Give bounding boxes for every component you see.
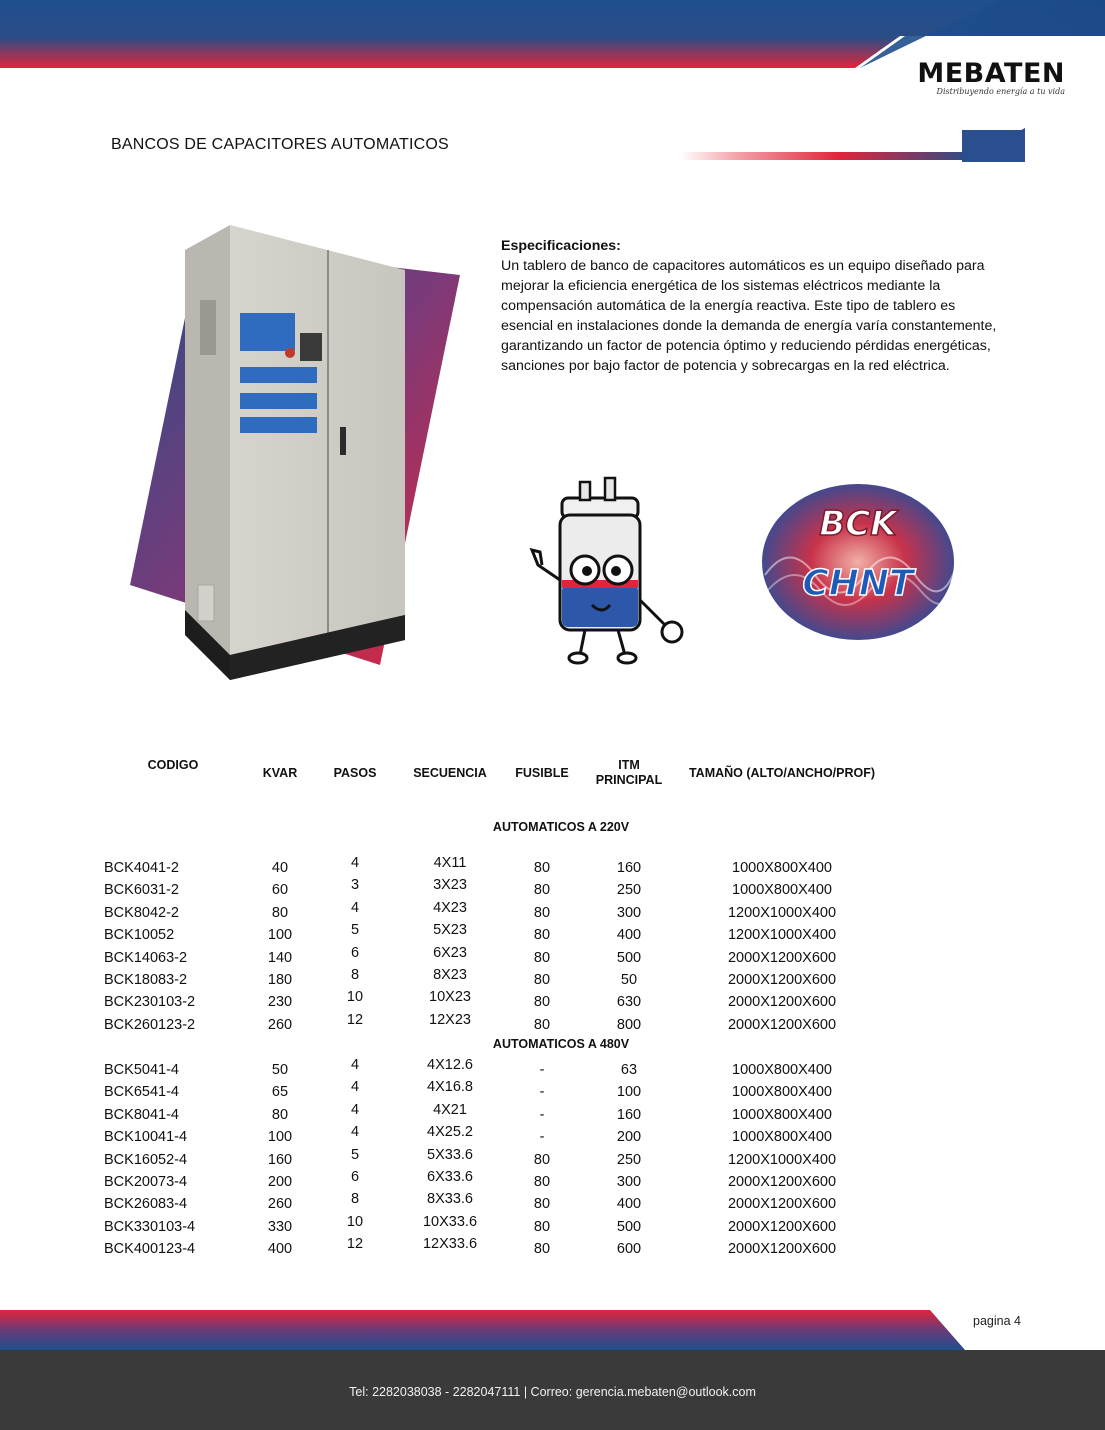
cell-itm: 600	[616, 1241, 642, 1258]
cell-tamano: 1000X800X400	[732, 860, 832, 876]
group-title-480v: AUTOMATICOS A 480V	[492, 1037, 630, 1051]
cell-secuencia: 4X23	[433, 899, 467, 916]
cell-tamano: 1000X800X400	[732, 1062, 832, 1078]
cell-tamano: 1000X800X400	[732, 882, 832, 899]
cell-tamano: 1000X800X400	[732, 1084, 832, 1101]
specifications-heading: Especificaciones:	[501, 238, 621, 254]
cell-kvar: 260	[267, 1016, 293, 1033]
table-row	[0, 1011, 1105, 1036]
cell-codigo: BCK400123-4	[104, 1241, 196, 1258]
cell-fusible: 80	[533, 972, 551, 988]
cell-pasos: 6	[350, 944, 360, 961]
cell-secuencia: 8X23	[433, 967, 467, 983]
cell-fusible: -	[539, 1084, 545, 1101]
cell-kvar: 100	[267, 927, 293, 944]
cell-itm: 160	[616, 1106, 642, 1123]
cell-fusible: 80	[533, 1218, 551, 1235]
header-itm-line2: PRINCIPAL	[595, 773, 663, 787]
cell-codigo: BCK4041-2	[104, 860, 179, 876]
cell-codigo: BCK16052-4	[104, 1151, 188, 1168]
cell-pasos: 12	[346, 1011, 364, 1028]
cell-pasos: 12	[346, 1236, 364, 1253]
cell-kvar: 65	[271, 1084, 289, 1101]
table-row	[0, 1193, 1105, 1215]
cell-secuencia: 12X23	[429, 1011, 471, 1028]
specifications-block	[501, 236, 1001, 376]
cell-secuencia: 4X12.6	[427, 1057, 473, 1073]
cell-itm: 630	[616, 994, 642, 1011]
cell-tamano: 1200X1000X400	[727, 1151, 837, 1168]
cell-itm: 250	[616, 882, 642, 899]
cell-pasos: 3	[350, 877, 360, 894]
cell-codigo: BCK26083-4	[104, 1196, 188, 1213]
cell-pasos: 4	[350, 855, 360, 871]
cell-fusible: -	[539, 1106, 545, 1123]
cell-secuencia: 4X25.2	[427, 1124, 473, 1141]
cell-secuencia: 10X33.6	[422, 1213, 478, 1230]
cell-codigo: BCK6541-4	[104, 1084, 179, 1101]
cell-codigo: BCK330103-4	[104, 1218, 196, 1235]
cell-itm: 50	[620, 972, 638, 988]
cell-tamano: 2000X1200X600	[727, 949, 837, 966]
cell-pasos: 8	[350, 967, 360, 983]
capacitor-mascot-image	[510, 470, 690, 665]
cell-fusible: 80	[533, 994, 551, 1011]
cell-kvar: 200	[267, 1174, 293, 1190]
brand-name: MEBATEN	[917, 58, 1065, 89]
cell-pasos: 4	[350, 1079, 360, 1096]
cell-secuencia: 10X23	[429, 989, 471, 1006]
cell-secuencia: 4X16.8	[427, 1079, 473, 1096]
table-row	[0, 969, 1105, 991]
cell-kvar: 330	[267, 1218, 293, 1235]
cell-tamano: 1200X1000X400	[727, 927, 837, 944]
cell-kvar: 140	[267, 949, 293, 966]
cell-secuencia: 4X11	[433, 855, 467, 871]
cell-secuencia: 4X21	[433, 1101, 467, 1118]
cell-kvar: 260	[267, 1196, 293, 1213]
table-row	[0, 944, 1105, 969]
cell-codigo: BCK14063-2	[104, 949, 188, 966]
cell-fusible: 80	[533, 949, 551, 966]
cell-tamano: 2000X1200X600	[727, 1016, 837, 1033]
cell-kvar: 80	[271, 1106, 289, 1123]
cell-fusible: 80	[533, 1196, 551, 1213]
header-itm-line1: ITM	[618, 758, 640, 772]
badge-text-bck: BCK	[819, 504, 897, 544]
cell-fusible: 80	[533, 882, 551, 899]
cell-pasos: 5	[350, 922, 360, 939]
cell-tamano: 2000X1200X600	[727, 1241, 837, 1258]
cell-itm: 250	[616, 1151, 642, 1168]
cell-kvar: 230	[267, 994, 293, 1011]
header-tamano: TAMAÑO (ALTO/ANCHO/PROF)	[688, 766, 876, 780]
table-row	[0, 924, 1105, 946]
cell-codigo: BCK5041-4	[104, 1062, 179, 1078]
cell-tamano: 2000X1200X600	[727, 994, 837, 1011]
capacitor-bank-cabinet-image	[130, 205, 460, 695]
cell-pasos: 4	[350, 1101, 360, 1118]
cell-itm: 300	[616, 904, 642, 921]
title-accent-stripe	[680, 128, 1025, 162]
bck-chnt-logo-badge	[760, 480, 960, 645]
cell-itm: 400	[616, 1196, 642, 1213]
cell-tamano: 2000X1200X600	[727, 1174, 837, 1190]
cell-fusible: 80	[533, 927, 551, 944]
header-pasos: PASOS	[333, 766, 377, 780]
cell-itm: 300	[616, 1174, 642, 1190]
cell-secuencia: 5X23	[433, 922, 467, 939]
cell-tamano: 1200X1000X400	[727, 904, 837, 921]
cell-kvar: 50	[271, 1062, 289, 1078]
table-row	[0, 1081, 1105, 1103]
cell-pasos: 4	[350, 899, 360, 916]
cell-itm: 63	[620, 1062, 638, 1078]
table-row	[0, 1101, 1105, 1126]
table-row	[0, 879, 1105, 901]
cell-tamano: 2000X1200X600	[727, 1196, 837, 1213]
table-row	[0, 1238, 1105, 1260]
header-kvar: KVAR	[262, 766, 298, 780]
cell-codigo: BCK10052	[104, 927, 175, 944]
cell-secuencia: 6X33.6	[427, 1169, 473, 1185]
cell-itm: 160	[616, 860, 642, 876]
cell-secuencia: 3X23	[433, 877, 467, 894]
header-fusible: FUSIBLE	[515, 766, 569, 780]
cell-pasos: 10	[346, 1213, 364, 1230]
table-row	[0, 1171, 1105, 1193]
table-row	[0, 1126, 1105, 1148]
cell-kvar: 400	[267, 1241, 293, 1258]
cell-codigo: BCK6031-2	[104, 882, 179, 899]
cell-pasos: 5	[350, 1146, 360, 1163]
cell-pasos: 4	[350, 1124, 360, 1141]
cell-pasos: 10	[346, 989, 364, 1006]
cell-itm: 500	[616, 949, 642, 966]
cell-secuencia: 8X33.6	[427, 1191, 473, 1208]
cell-codigo: BCK230103-2	[104, 994, 196, 1011]
cell-tamano: 1000X800X400	[732, 1106, 832, 1123]
cell-tamano: 2000X1200X600	[727, 1218, 837, 1235]
cell-secuencia: 12X33.6	[422, 1236, 478, 1253]
table-row	[0, 1213, 1105, 1238]
table-row	[0, 1059, 1105, 1081]
table-row	[0, 899, 1105, 924]
cell-fusible: -	[539, 1062, 545, 1078]
cell-codigo: BCK10041-4	[104, 1129, 188, 1146]
cell-codigo: BCK20073-4	[104, 1174, 188, 1190]
cell-fusible: 80	[533, 860, 551, 876]
footer	[0, 1350, 1105, 1430]
cell-fusible: 80	[533, 1241, 551, 1258]
cell-tamano: 2000X1200X600	[727, 972, 837, 988]
cell-tamano: 1000X800X400	[732, 1129, 832, 1146]
cell-secuencia: 5X33.6	[427, 1146, 473, 1163]
group-title-220v: AUTOMATICOS A 220V	[492, 820, 630, 834]
cell-kvar: 160	[267, 1151, 293, 1168]
cell-fusible: 80	[533, 904, 551, 921]
section-title: BANCOS DE CAPACITORES AUTOMATICOS	[111, 136, 449, 153]
cell-fusible: 80	[533, 1151, 551, 1168]
cell-itm: 200	[616, 1129, 642, 1146]
page-number: pagina 4	[973, 1314, 1021, 1328]
header-secuencia: SECUENCIA	[413, 766, 487, 780]
cell-secuencia: 6X23	[433, 944, 467, 961]
header-codigo: CODIGO	[147, 758, 199, 772]
cell-kvar: 40	[271, 860, 289, 876]
table-row	[0, 857, 1105, 879]
cell-itm: 100	[616, 1084, 642, 1101]
cell-codigo: BCK18083-2	[104, 972, 188, 988]
cell-codigo: BCK260123-2	[104, 1016, 196, 1033]
cell-pasos: 4	[350, 1057, 360, 1073]
cell-pasos: 8	[350, 1191, 360, 1208]
table-row	[0, 1146, 1105, 1171]
badge-text-chnt: CHNT	[802, 563, 914, 604]
footer-accent-band	[0, 1300, 1105, 1350]
footer-contact: Tel: 2282038038 - 2282047111 | Correo: gerencia.mebaten@outlook.com	[349, 1385, 756, 1399]
cell-itm: 500	[616, 1218, 642, 1235]
cell-fusible: 80	[533, 1016, 551, 1033]
header-itm-principal	[596, 758, 662, 788]
cell-itm: 400	[616, 927, 642, 944]
specifications-text: Un tablero de banco de capacitores automáticos es un equipo diseñado para mejorar la eficiencia energética de los sistemas eléctricos mediante la compensación automática de la energía reactiva. Este tipo de tablero es esencial en instalaciones donde la demanda de energía varía constantemente, garantizando un factor de potencia óptimo y reduciendo pérdidas energéticas, sanciones por bajo factor de potencia y sobrecargas en la red eléctrica.	[501, 258, 997, 374]
cell-itm: 800	[616, 1016, 642, 1033]
brand-tagline: Distribuyendo energía a tu vida	[936, 87, 1065, 96]
cell-kvar: 180	[267, 972, 293, 988]
cell-codigo: BCK8041-4	[104, 1106, 179, 1123]
cell-kvar: 80	[271, 904, 289, 921]
cell-kvar: 100	[267, 1129, 293, 1146]
cell-fusible: -	[539, 1129, 545, 1146]
brand-logo	[917, 58, 1065, 96]
cell-pasos: 6	[350, 1169, 360, 1185]
cell-kvar: 60	[271, 882, 289, 899]
table-row	[0, 991, 1105, 1013]
cell-fusible: 80	[533, 1174, 551, 1190]
cell-codigo: BCK8042-2	[104, 904, 179, 921]
